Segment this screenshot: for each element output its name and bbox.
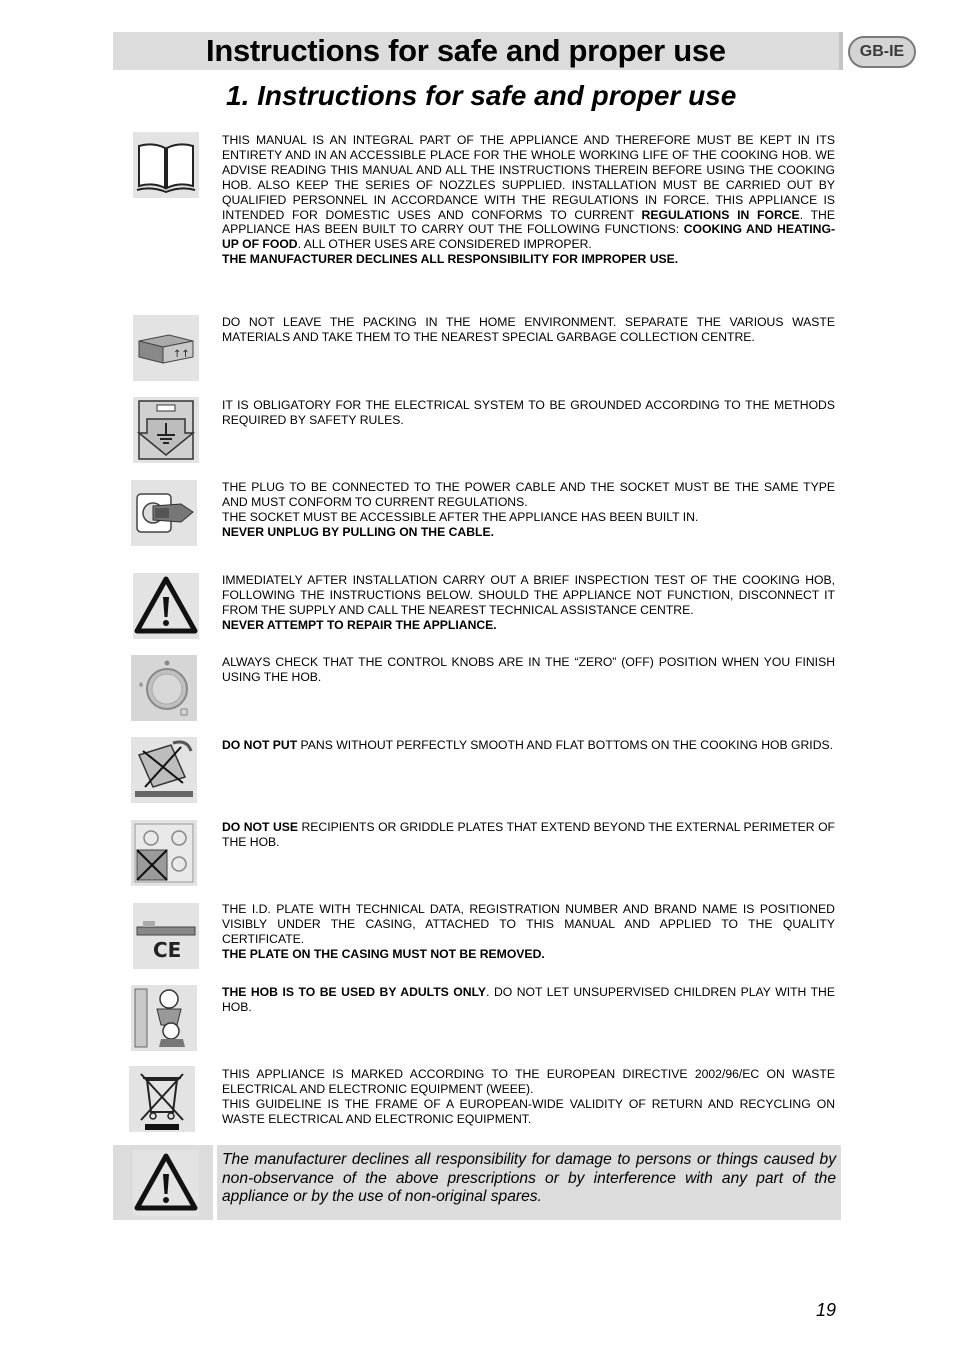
bold-text: THE HOB IS TO BE USED BY ADULTS ONLY — [222, 985, 487, 999]
bold-text: DO NOT USE — [222, 820, 298, 834]
notice-paragraph — [222, 1097, 835, 1127]
svg-text:↑↑: ↑↑ — [173, 349, 190, 360]
notice-paragraph — [222, 947, 835, 962]
bold-text: DO NOT PUT — [222, 738, 298, 752]
notice-paragraph — [222, 510, 835, 525]
body-text: THE PLUG TO BE CONNECTED TO THE POWER CABLE AND THE SOCKET MUST BE THE SAME TYPE AND MUST CONFORM TO CURRENT REGULATIONS. — [222, 480, 835, 509]
body-text: . ALL OTHER USES ARE CONSIDERED IMPROPER. — [297, 237, 592, 252]
body-text: THE I.D. PLATE WITH TECHNICAL DATA, REGISTRATION NUMBER AND BRAND NAME IS POSITIONED VISIBLY UNDER THE CASING, ATTACHED TO THIS MANUAL AND APPLIED TO THE QUALITY CERTIFICATE. — [222, 902, 835, 946]
body-text: ALWAYS CHECK THAT THE CONTROL KNOBS ARE IN THE “ZERO” (OFF) POSITION WHEN YOU FINISH USING THE HOB. — [222, 655, 835, 684]
notice-paragraph — [222, 902, 835, 947]
body-text: IMMEDIATELY AFTER INSTALLATION CARRY OUT A BRIEF INSPECTION TEST OF THE COOKING HOB, FOLLOWING THE INSTRUCTIONS BELOW. SHOULD THE APPLIANCE NOT FUNCTION, DISCONNECT IT FROM THE SUPPLY AND CALL THE NEAREST TECHNICAL ASSISTANCE CENTRE. — [222, 573, 835, 617]
pan-notice — [222, 738, 835, 753]
bold-text: THE PLATE ON THE CASING MUST NOT BE REMOVED. — [222, 946, 545, 961]
body-text: IT IS OBLIGATORY FOR THE ELECTRICAL SYSTEM TO BE GROUNDED ACCORDING TO THE METHODS REQUIRED BY SAFETY RULES. — [222, 398, 835, 427]
svg-text:CE: CE — [153, 938, 182, 962]
bold-text: THE MANUFACTURER DECLINES ALL RESPONSIBILITY FOR IMPROPER USE. — [222, 252, 679, 267]
notice-paragraph — [222, 573, 835, 618]
packing-notice — [222, 315, 835, 345]
body-text: . DO NOT LET UNSUPERVISED CHILDREN PLAY WITH THE HOB. — [222, 985, 835, 1014]
bold-text: REGULATIONS IN FORCE — [641, 207, 800, 222]
page-title: Instructions for safe and proper use — [206, 33, 726, 68]
body-text: THIS MANUAL IS AN INTEGRAL PART OF THE APPLIANCE AND THEREFORE MUST BE KEPT IN ITS ENTIRETY AND IN AN ACCESSIBLE PLACE FOR THE WHOLE WORKING LIFE OF THE COOKING HOB. WE ADVISE READING THIS MANUAL AND ALL THE INSTRUCTIONS THEREIN BEFORE USING THE COOKING HOB. ALSO KEEP THE SERIES OF NOZZLES SUPPLIED. INSTALLATION MUST BE CARRIED OUT BY QUALIFIED PERSONNEL IN ACCORDANCE WITH THE REGULATIONS IN FORCE. THIS APPLIANCE IS INTENDED FOR DOMESTIC USES AND CONFORMS TO CURRENT — [222, 133, 835, 222]
manual-notice — [222, 133, 835, 267]
bold-text: NEVER UNPLUG BY PULLING ON THE CABLE. — [222, 524, 494, 539]
body-text: DO NOT LEAVE THE PACKING IN THE HOME ENVIRONMENT. SEPARATE THE VARIOUS WASTE MATERIALS AND TAKE THEM TO THE NEAREST SPECIAL GARBAGE COLLECTION CENTRE. — [222, 315, 835, 344]
notice-paragraph — [222, 985, 835, 1015]
body-text: THIS GUIDELINE IS THE FRAME OF A EUROPEAN-WIDE VALIDITY OF RETURN AND RECYCLING ON WASTE ELECTRICAL AND ELECTRONIC EQUIPMENT. — [222, 1096, 835, 1126]
packaging-box-icon — [133, 315, 199, 381]
children-icon — [131, 985, 197, 1051]
pan-crossed-icon — [131, 737, 197, 803]
plug-socket-icon — [131, 480, 197, 546]
grounding-notice — [222, 398, 835, 428]
inspection-notice — [222, 573, 835, 633]
notice-paragraph — [222, 655, 835, 685]
id-plate-notice — [222, 902, 835, 962]
plug-notice — [222, 480, 835, 540]
notice-paragraph — [222, 133, 835, 252]
notice-paragraph — [222, 525, 835, 540]
notice-paragraph — [222, 618, 835, 633]
warning-triangle-icon — [133, 573, 199, 639]
griddle-crossed-icon — [131, 820, 197, 886]
grounding-icon — [133, 397, 199, 463]
notice-paragraph — [222, 820, 835, 850]
knob-notice — [222, 655, 835, 685]
page-number: 19 — [816, 1300, 837, 1320]
section-title: 1. Instructions for safe and proper use — [226, 80, 737, 111]
notice-paragraph — [222, 252, 835, 267]
language-badge: GB-IE — [848, 36, 916, 68]
weee-notice — [222, 1067, 835, 1127]
body-text: THIS APPLIANCE IS MARKED ACCORDING TO THE EUROPEAN DIRECTIVE 2002/96/EC ON WASTE ELECTRICAL AND ELECTRONIC EQUIPMENT (WEEE). — [222, 1067, 835, 1096]
disclaimer-text: The manufacturer declines all responsibility for damage to persons or things caused by non-observance of the above prescriptions or by interference with any part of the appliance or by the use of non-original spares. — [222, 1151, 836, 1206]
body-text: PANS WITHOUT PERFECTLY SMOOTH AND FLAT BOTTOMS ON THE COOKING HOB GRIDS. — [297, 738, 834, 752]
bold-text: NEVER ATTEMPT TO REPAIR THE APPLIANCE. — [222, 617, 497, 632]
manual-book-icon — [133, 132, 199, 198]
bold-text: COOKING AND HEATING-UP OF FOOD — [222, 222, 836, 252]
control-knob-icon — [131, 655, 197, 721]
notice-paragraph — [222, 315, 835, 345]
children-notice — [222, 985, 835, 1015]
weee-bin-icon — [129, 1066, 195, 1132]
warning-triangle-icon — [133, 1150, 199, 1216]
notice-paragraph — [222, 480, 835, 510]
disclaimer-icon-panel — [113, 1145, 213, 1220]
notice-paragraph — [222, 1067, 835, 1097]
body-text: THE SOCKET MUST BE ACCESSIBLE AFTER THE APPLIANCE HAS BEEN BUILT IN. — [222, 509, 699, 524]
notice-paragraph — [222, 398, 835, 428]
notice-paragraph — [222, 738, 835, 753]
body-text: RECIPIENTS OR GRIDDLE PLATES THAT EXTEND BEYOND THE EXTERNAL PERIMETER OF THE HOB. — [222, 820, 835, 849]
griddle-notice — [222, 820, 835, 850]
body-text: . THE APPLIANCE HAS BEEN BUILT TO CARRY OUT THE FOLLOWING FUNCTIONS: — [222, 207, 835, 237]
ce-plate-icon — [133, 903, 199, 969]
